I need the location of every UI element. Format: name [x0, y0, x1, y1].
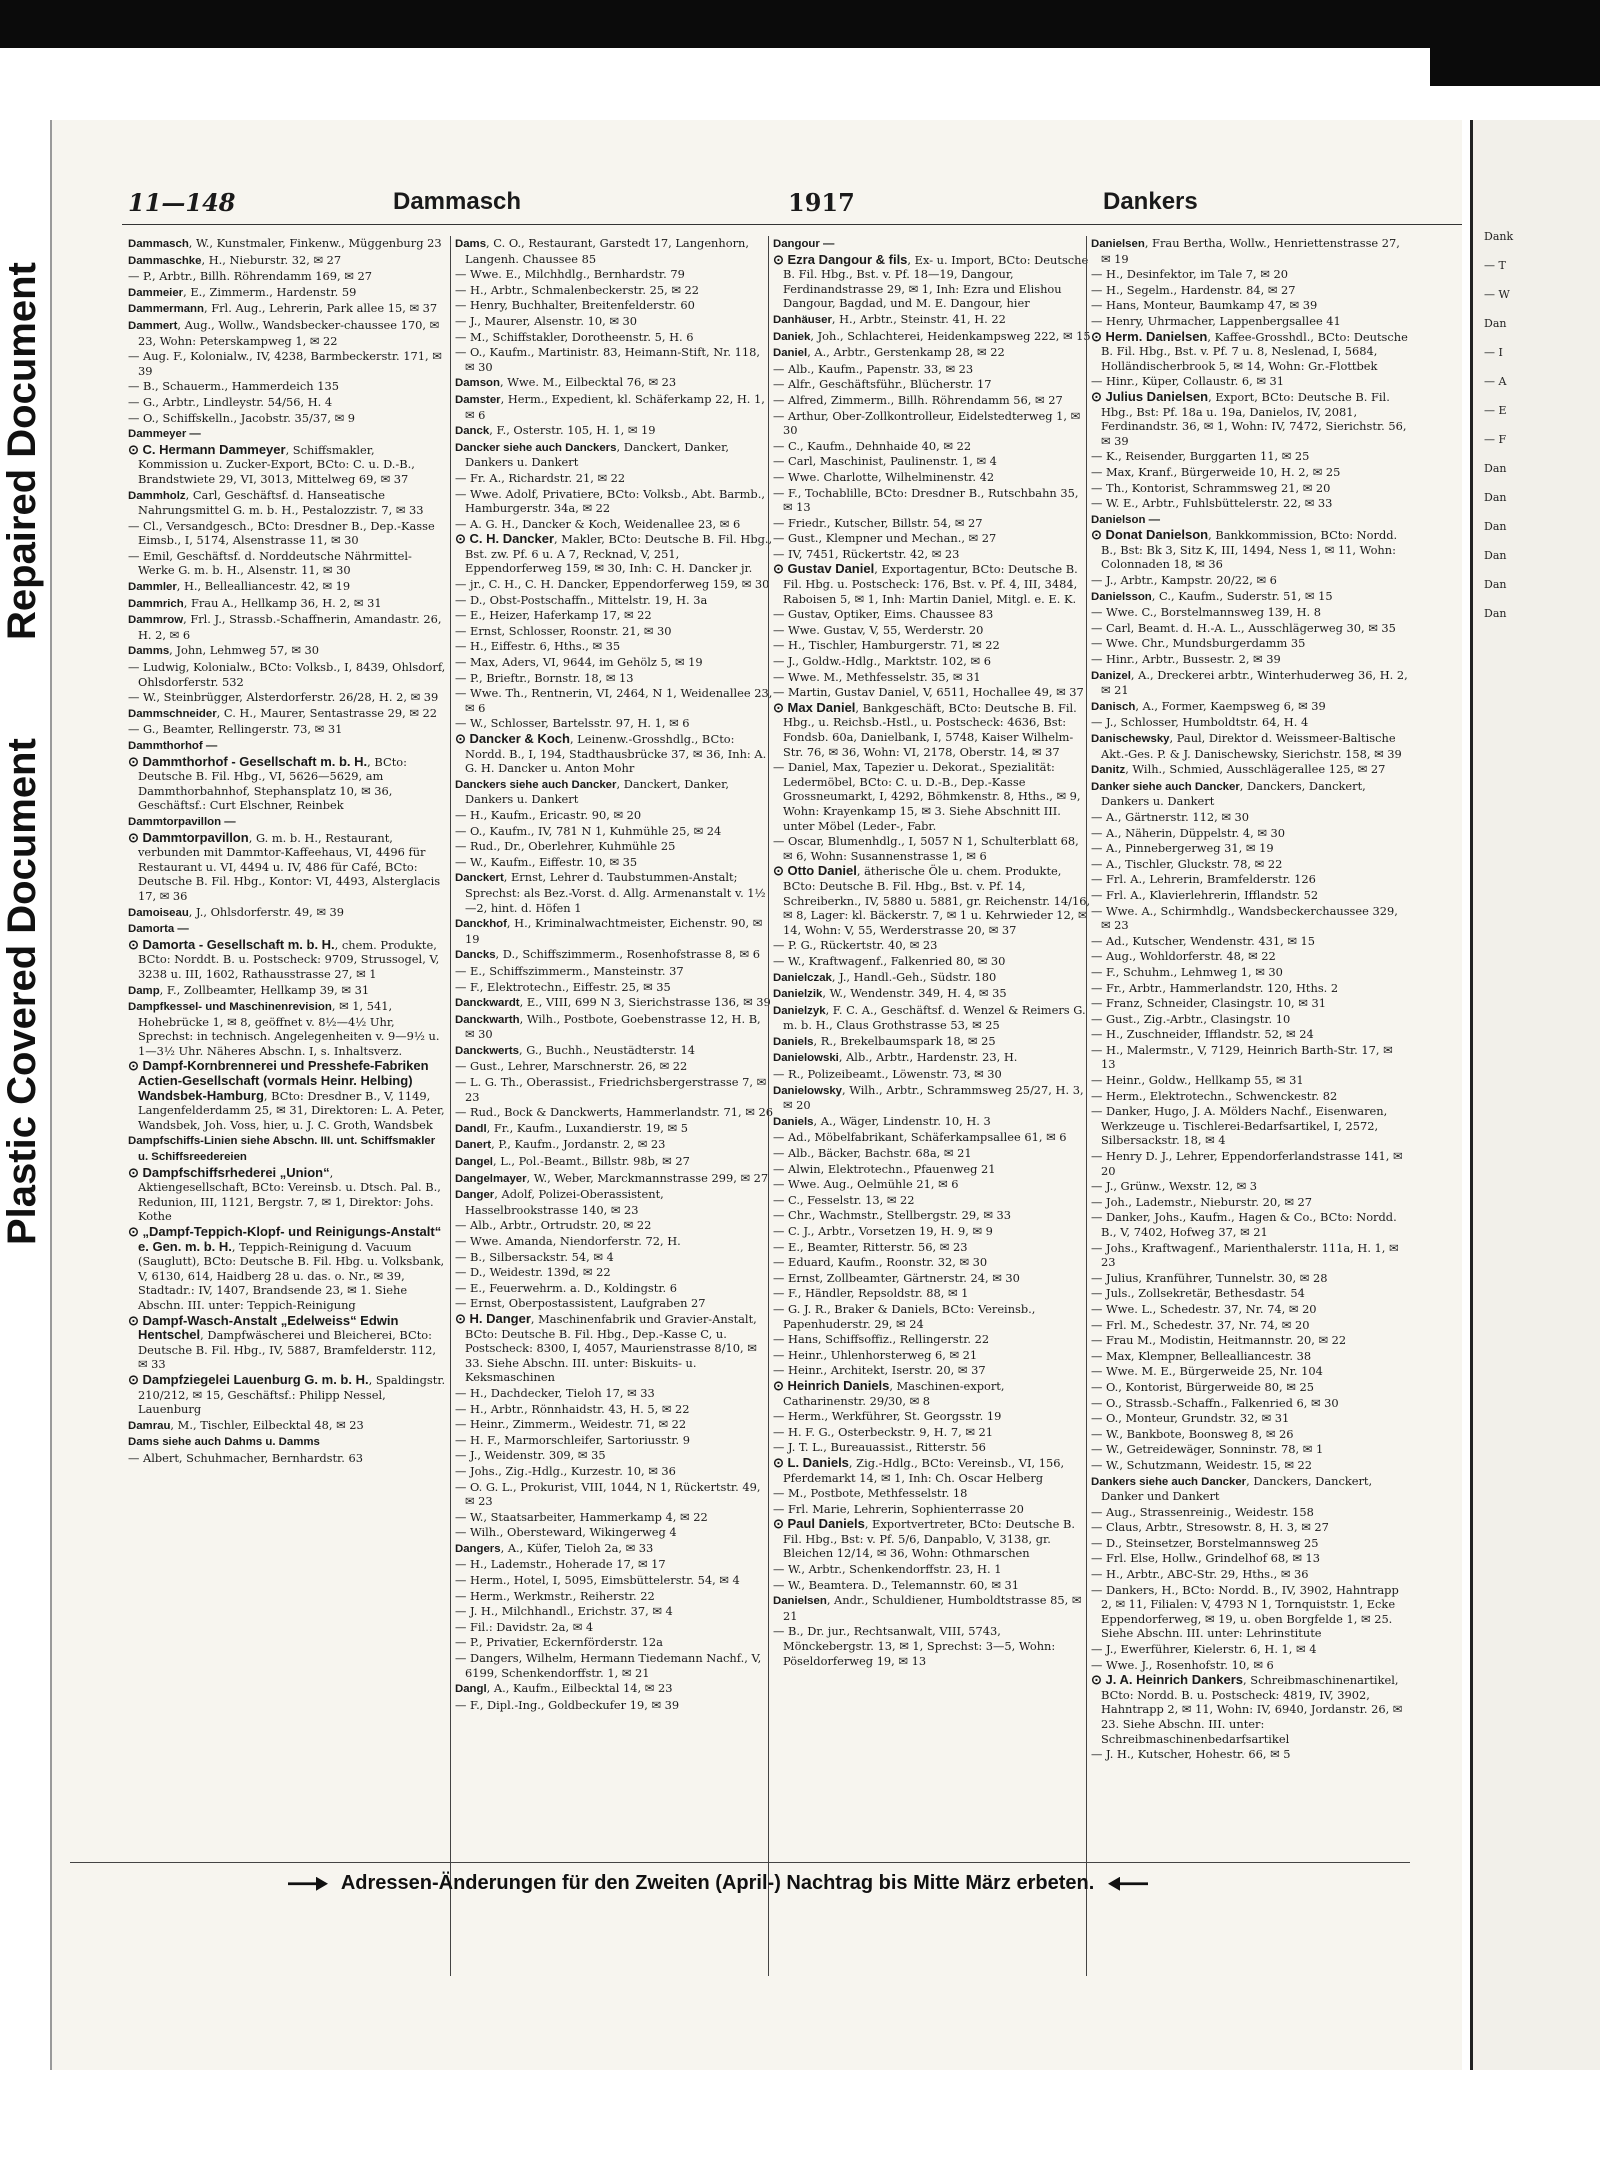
directory-entry: — O., Kontorist, Bürgerweide 80, ✉ 25 — [1091, 1379, 1314, 1394]
directory-entry: ⊙ „Dampf-Teppich-Klopf- und Reinigungs-Anstalt“ e. Gen. m. b. H., Teppich-Reinigung d. Vacuum (Sauglutt), BCto: Deutsche B. Fil. Hbg. u. Volksbank, V, 6130, 614, Haidberg 28 u. das. o. Nr., ✉ 39, Stadtadr.: IV, 1407, Brandsende 23, ✉ 1. Siehe Abschn. III. unter: Teppich-Reinigung — [128, 1224, 445, 1312]
directory-entry: — Rud., Dr., Oberlehrer, Kuhmühle 25 — [455, 839, 676, 854]
directory-entry: Dancker siehe auch Danckers, Danckert, Danker, Dankers u. Dankert — [455, 439, 729, 470]
directory-entry: ⊙ Damorta - Gesellschaft m. b. H., chem. Produkte, BCto: Norddt. B. u. Postscheck: 9709, Strussogel, V, 3238 u. III, 1602, Rathausstrasse 27, ✉ 1 — [128, 936, 440, 981]
directory-entry: — Herm., Werkführer, St. Georgsstr. 19 — [773, 1409, 1002, 1424]
directory-entry: — C., Fesselstr. 13, ✉ 22 — [773, 1192, 915, 1207]
directory-entry: Danckers siehe auch Dancker, Danckert, Danker, Dankers u. Dankert — [455, 776, 729, 807]
directory-entry: — Dangers, Wilhelm, Hermann Tiedemann Nachf., V, 6199, Schenkendorffstr. 1, ✉ 21 — [455, 1651, 762, 1680]
directory-entry: — P. G., Rückertstr. 40, ✉ 23 — [773, 938, 938, 953]
directory-entry: — W., Getreidewäger, Sonninstr. 78, ✉ 1 — [1091, 1442, 1324, 1457]
directory-entry: Damorta — — [128, 923, 189, 936]
directory-entry: — Cl., Versandgesch., BCto: Dresdner B., Dep.-Kasse Eimsb., I, 5174, Alsenstrasse 11, ✉ 30 — [128, 518, 435, 548]
directory-entry: — O., Kaufm., IV, 781 N 1, Kuhmühle 25, ✉ 24 — [455, 823, 722, 838]
directory-entry: — C. J., Arbtr., Vorsetzen 19, H. 9, ✉ 9 — [773, 1224, 993, 1238]
directory-entry: — H., Zuschneider, Ifflandstr. 52, ✉ 24 — [1091, 1027, 1314, 1042]
directory-entry: — Ernst, Oberpostassistent, Laufgraben 27 — [455, 1296, 706, 1311]
directory-entry: — Heinr., Uhlenhorsterweg 6, ✉ 21 — [773, 1347, 978, 1362]
strip-entry: Dan — [1484, 549, 1507, 562]
directory-entry: Dampfschiffs-Linien siehe Abschn. III. unt. Schiffsmakler u. Schiffsreedereien — [128, 1135, 436, 1164]
directory-entry: Damms, John, Lehmweg 57, ✉ 30 — [128, 643, 319, 658]
directory-entry: ⊙ L. Daniels, Zig.-Hdlg., BCto: Vereinsb., VI, 156, Pferdemarkt 14, ✉ 1, Inh: Ch. Oscar Helberg — [773, 1454, 1065, 1485]
directory-entry: — Eduard, Kaufm., Roonstr. 32, ✉ 30 — [773, 1255, 988, 1270]
directory-entry: — jr., C. H., C. H. Dancker, Eppendorferweg 159, ✉ 30 — [455, 577, 770, 592]
directory-entry: — J., Ewerführer, Kielerstr. 6, H. 1, ✉ 4 — [1091, 1642, 1317, 1657]
column-3 — [768, 236, 1091, 1976]
directory-entry: ⊙ Dammthorhof - Gesellschaft m. b. H., BCto: Deutsche B. Fil. Hbg., VI, 5626—5629, am Dammthorbahnhof, Stephansplatz 10, ✉ 36, Geschäftsf.: Curt Elschner, Reinbek — [128, 753, 407, 813]
directory-entry: Danitz, Wilh., Schmied, Ausschlägerallee 125, ✉ 27 — [1091, 762, 1386, 777]
directory-entry: Dammschneider, C. H., Maurer, Sentastrasse 29, ✉ 22 — [128, 705, 437, 720]
directory-entry: — H., Kaufm., Ericastr. 90, ✉ 20 — [455, 807, 642, 822]
directory-entry: — A., Näherin, Düppelstr. 4, ✉ 30 — [1091, 825, 1286, 840]
directory-entry: — F., Tochablille, BCto: Dresdner B., Rutschbahn 35, ✉ 13 — [773, 485, 1079, 515]
directory-entry: — Fil.: Davidstr. 2a, ✉ 4 — [455, 1619, 594, 1634]
directory-entry: Dangers, A., Küfer, Tieloh 2a, ✉ 33 — [455, 1540, 654, 1555]
page-number: 11—148 — [128, 188, 236, 217]
header-first-word: Dammasch — [393, 188, 522, 215]
directory-entry: Daniels, A., Wäger, Lindenstr. 10, H. 3 — [773, 1113, 991, 1128]
directory-entry: — Wwe. L., Schedestr. 37, Nr. 74, ✉ 20 — [1091, 1301, 1317, 1316]
directory-entry: Danielson — — [1091, 513, 1160, 526]
directory-entry: Danckwardt, E., VIII, 699 N 3, Sierichstrasse 136, ✉ 39 — [455, 995, 771, 1010]
directory-entry: ⊙ C. Hermann Dammeyer, Schiffsmakler, Kommission u. Zucker-Export, BCto: C. u. D.-B., Brandstwiete 29, VI, 3013, Mittelweg 69, ✉ 37 — [128, 441, 415, 486]
directory-entry: ⊙ Otto Daniel, ätherische Öle u. chem. Produkte, BCto: Deutsche B. Fil. Hbg., Bst. v. Pf. 14, Schreiberkn., IV, 5880 u. 5881, gr. Reichenstr. 14/16, ✉ 8, Lager: kl. Bäckerstr. 7, ✉ 1 u. Kehrwieder 12, ✉ 14, Wohn: V, 55, Werderstrasse 20, ✉ 37 — [773, 863, 1091, 937]
directory-entry: ⊙ Ezra Dangour & fils, Ex- u. Import, BCto: Deutsche B. Fil. Hbg., Bst. v. Pf. 18—19, Dangour, Ferdinandstrasse 29, ✉ 1, Inh: Ezra und Elishou Dangour, Bagdad, und M. E. Dangour, hier — [773, 251, 1089, 311]
directory-entry: — Max, Aders, VI, 9644, im Gehölz 5, ✉ 19 — [455, 655, 703, 670]
directory-entry: — Gust., Lehrer, Marschnerstr. 26, ✉ 22 — [455, 1059, 688, 1074]
directory-entry: — J. H., Milchhandl., Erichstr. 37, ✉ 4 — [455, 1604, 673, 1619]
directory-entry: Dangl, A., Kaufm., Eilbecktal 14, ✉ 23 — [455, 1681, 673, 1696]
directory-entry: — H., Segelm., Hardenstr. 84, ✉ 27 — [1091, 282, 1296, 297]
directory-entry: — Danker, Hugo, J. A. Mölders Nachf., Eisenwaren, Werkzeuge u. Tischlerei-Bedarfsartikel, I, 2572, Silbersackstr. 18, ✉ 4 — [1091, 1104, 1388, 1148]
directory-entry: — Wwe. J., Rosenhofstr. 10, ✉ 6 — [1091, 1657, 1274, 1672]
directory-entry: ⊙ Julius Danielsen, Export, BCto: Deutsche B. Fil. Hbg., Bst: Pf. 18a u. 19a, Danielos, IV, 2081, Ferdinandstr. 36, ✉ 1, Wohn: IV, 7472, Sierichstr. 56, ✉ 39 — [1091, 388, 1407, 448]
directory-entry: — H., Lademstr., Hoherade 17, ✉ 17 — [455, 1557, 666, 1572]
directory-entry: — J., Weidenstr. 309, ✉ 35 — [455, 1448, 606, 1463]
directory-entry: — G., Arbtr., Lindleystr. 54/56, H. 4 — [128, 394, 333, 409]
header-rule — [122, 224, 1462, 225]
directory-entry: Danielzik, W., Wendenstr. 349, H. 4, ✉ 35 — [773, 986, 1007, 1001]
directory-entry: — H., Arbtr., Rönnhaidstr. 43, H. 5, ✉ 22 — [455, 1401, 690, 1416]
column-2 — [450, 236, 773, 1976]
directory-entry: — L. G. Th., Oberassist., Friedrichsbergerstrasse 7, ✉ 23 — [455, 1075, 767, 1104]
directory-entry: — Th., Kontorist, Schrammsweg 21, ✉ 20 — [1091, 480, 1331, 495]
directory-entry: — J., Maurer, Alsenstr. 10, ✉ 30 — [455, 313, 638, 328]
header-year: 1917 — [788, 188, 855, 217]
directory-entry: Daniek, Joh., Schlachterei, Heidenkampsweg 222, ✉ 15 — [773, 328, 1091, 343]
directory-entry: — Frl. A., Klavierlehrerin, Ifflandstr. 52 — [1091, 887, 1319, 902]
directory-entry: Daniels, R., Brekelbaumspark 18, ✉ 25 — [773, 1033, 996, 1048]
directory-entry: — Heinr., Architekt, Iserstr. 20, ✉ 37 — [773, 1363, 986, 1378]
directory-entry: — H. F. G., Osterbeckstr. 9, H. 7, ✉ 21 — [773, 1424, 994, 1439]
directory-entry: — W., Steinbrügger, Alsterdorferstr. 26/28, H. 2, ✉ 39 — [128, 690, 439, 705]
directory-entry: — J. T. L., Bureauassist., Ritterstr. 56 — [773, 1440, 986, 1455]
directory-entry: — Dankers, H., BCto: Nordd. B., IV, 3902, Hahntrapp 2, ✉ 11, Filialen: V, 4793 N 1, Tornquiststr. 1, Ecke Eppendorferweg, ✉ 19, u. oben Borgfelde 1, ✉ 25. Siehe Abschn. III. unter: Lehrinstitute — [1091, 1582, 1399, 1641]
directory-entry: Dammeier, E., Zimmerm., Hardenstr. 59 — [128, 284, 357, 299]
directory-entry: — G. J. R., Braker & Daniels, BCto: Vereinsb., Papenhuderstr. 29, ✉ 24 — [773, 1301, 1036, 1331]
directory-entry: — Aug. F., Kolonialw., IV, 4238, Barmbeckerstr. 171, ✉ 39 — [128, 349, 442, 378]
directory-entry: ⊙ C. H. Dancker, Makler, BCto: Deutsche B. Fil. Hbg., Bst. zw. Pf. 6 u. A 7, Recknad, V, 251, Eppendorferweg 159, ✉ 30, Inh: C. H. Dancker jr. — [455, 531, 773, 576]
column-1 — [128, 236, 446, 1976]
directory-entry: — B., Dr. jur., Rechtsanwalt, VIII, 5743, Mönckebergstr. 13, ✉ 1, Sprechst: 3—5, Wohn: Pöseldorferweg 19, ✉ 13 — [773, 1624, 1056, 1668]
strip-entry: Dan — [1484, 491, 1507, 504]
directory-entry: — Wilh., Obersteward, Wikingerweg 4 — [455, 1525, 677, 1540]
directory-entry: — Carl, Maschinist, Paulinenstr. 1, ✉ 4 — [773, 454, 997, 469]
directory-entry: — O., Monteur, Grundstr. 32, ✉ 31 — [1091, 1411, 1290, 1426]
directory-entry: — Wwe. E., Milchhdlg., Bernhardstr. 79 — [455, 267, 685, 282]
strip-entry: Dan — [1484, 317, 1507, 330]
directory-entry: Danielowski, Alb., Arbtr., Hardenstr. 23, H. — [773, 1050, 1018, 1065]
directory-entry: — Rud., Bock & Danckwerts, Hammerlandstr. 71, ✉ 26 — [455, 1105, 773, 1120]
directory-entry: — Johs., Zig.-Hdlg., Kurzestr. 10, ✉ 36 — [455, 1463, 676, 1478]
directory-entry: — F., Dipl.-Ing., Goldbeckufer 19, ✉ 39 — [455, 1697, 680, 1712]
directory-entry: — Alb., Bäcker, Bachstr. 68a, ✉ 21 — [773, 1146, 972, 1161]
directory-entry: Danert, P., Kaufm., Jordanstr. 2, ✉ 23 — [455, 1137, 666, 1152]
directory-entry: — F., Schuhm., Lehmweg 1, ✉ 30 — [1091, 964, 1283, 979]
directory-entry: ⊙ Dampf-Wasch-Anstalt „Edelweiss“ Edwin Hentschel, Dampfwäscherei und Bleicherei, BCto: Deutsche B. Fil. Hbg., IV, 5887, Bramfelderstr. 112, ✉ 33 — [128, 1312, 437, 1372]
directory-entry: — Emil, Geschäftsf. d. Norddeutsche Nährmittel-Werke G. m. b. H., Alsenstr. 11, ✉ 30 — [128, 548, 412, 578]
directory-entry: — W., Schlosser, Bartelsstr. 97, H. 1, ✉ 6 — [455, 716, 690, 731]
directory-entry: — Henry D. J., Lehrer, Eppendorferlandstrasse 141, ✉ 20 — [1091, 1149, 1403, 1178]
directory-entry: Danizel, A., Dreckerei arbtr., Winterhuderweg 36, H. 2, ✉ 21 — [1091, 667, 1408, 698]
directory-entry: — H., Desinfektor, im Tale 7, ✉ 20 — [1091, 267, 1288, 282]
page-header — [128, 188, 1458, 228]
directory-entry: ⊙ J. A. Heinrich Dankers, Schreibmaschinenartikel, BCto: Nordd. B. u. Postscheck: 4819, IV, 3902, Hahntrapp 2, ✉ 11, Wohn: IV, 6940, Jordanstr. 26, ✉ 23. Siehe Abschn. III. unter: Schreibmaschinenbedarfsartikel — [1091, 1672, 1403, 1746]
strip-entry: — T — [1484, 259, 1506, 272]
directory-entry: Dancks, D., Schiffszimmerm., Rosenhofstrasse 8, ✉ 6 — [455, 947, 760, 962]
directory-entry: — Frl. Else, Hollw., Grindelhof 68, ✉ 13 — [1091, 1551, 1320, 1566]
directory-entry: — Ad., Möbelfabrikant, Schäferkampsallee 61, ✉ 6 — [773, 1130, 1067, 1145]
strip-entry: Dan — [1484, 607, 1507, 620]
directory-entry: — Hans, Monteur, Baumkamp 47, ✉ 39 — [1091, 298, 1318, 313]
directory-entry: — Max, Kranf., Bürgerweide 10, H. 2, ✉ 25 — [1091, 464, 1341, 479]
directory-entry: — Wwe. Chr., Mundsburgerdamm 35 — [1091, 636, 1306, 651]
directory-entry: ⊙ Dampfschiffsrhederei „Union“, Aktiengesellschaft, BCto: Vereinsb. u. Dtsch. Pal. B., Redunion, III, 1121, Bergstr. 7, ✉ 1, Direktor: Johs. Kothe — [128, 1164, 441, 1224]
directory-entry: ⊙ Heinrich Daniels, Maschinen-export, Catharinenstr. 29/30, ✉ 8 — [773, 1377, 1005, 1408]
directory-entry: Danielsson, C., Kaufm., Suderstr. 51, ✉ 15 — [1091, 588, 1333, 603]
directory-entry: Dammtorpavillon — — [128, 815, 236, 828]
directory-entry: — Herm., Werkmstr., Reiherstr. 22 — [455, 1588, 655, 1603]
directory-entry: — H., Dachdecker, Tieloh 17, ✉ 33 — [455, 1385, 655, 1400]
directory-entry: — Ernst, Schlosser, Roonstr. 21, ✉ 30 — [455, 623, 672, 638]
footer-notice — [280, 1872, 1156, 1895]
directory-entry: — Chr., Wachmstr., Stellbergstr. 29, ✉ 33 — [773, 1208, 1012, 1223]
directory-entry: ⊙ Dampfziegelei Lauenburg G. m. b. H., Spaldingstr. 210/212, ✉ 15, Geschäftsf.: Philipp Nessel, Lauenburg — [128, 1371, 446, 1417]
next-page-strip — [1484, 230, 1594, 636]
directory-entry: — O., Strassb.-Schaffn., Falkenried 6, ✉ 30 — [1091, 1395, 1339, 1410]
directory-entry: — Frl. A., Lehrerin, Bramfelderstr. 126 — [1091, 872, 1316, 887]
directory-entry: — Ernst, Zollbeamter, Gärtnerstr. 24, ✉ 30 — [773, 1270, 1020, 1285]
directory-entry: Dammholz, Carl, Geschäftsf. d. Hanseatische Nahrungsmittel G. m. b. H., Pestalozzistr. 7, ✉ 33 — [128, 487, 424, 518]
directory-entry: — Herm., Hotel, I, 5095, Eimsbüttelerstr. 54, ✉ 4 — [455, 1573, 740, 1588]
footer-rule — [70, 1862, 1410, 1863]
directory-entry: — Alwin, Elektrotechn., Pfauenweg 21 — [773, 1161, 996, 1176]
directory-entry: — A., Tischler, Gluckstr. 78, ✉ 22 — [1091, 856, 1283, 871]
directory-entry: — W., Kaufm., Eiffestr. 10, ✉ 35 — [455, 854, 638, 869]
directory-entry: — Oscar, Blumenhdlg., I, 5057 N 1, Schulterblatt 68, ✉ 6, Wohn: Susannenstrasse 1, ✉ 6 — [773, 834, 1079, 863]
directory-entry: — Alfr., Geschäftsführ., Blücherstr. 17 — [773, 377, 992, 392]
directory-entry: — Wwe. Th., Rentnerin, VI, 2464, N 1, Weidenallee 23, ✉ 6 — [455, 686, 773, 715]
directory-entry: — C., Kaufm., Dehnhaide 40, ✉ 22 — [773, 438, 972, 453]
directory-entry: — Franz, Schneider, Clasingstr. 10, ✉ 31 — [1091, 996, 1326, 1011]
directory-entry: — K., Reisender, Burggarten 11, ✉ 25 — [1091, 449, 1310, 464]
directory-entry: — O., Kaufm., Martinistr. 83, Heimann-Stift, Nr. 118, ✉ 30 — [455, 345, 761, 374]
directory-entry: — E., Schiffszimmerm., Mansteinstr. 37 — [455, 963, 684, 978]
directory-entry: — Martin, Gustav Daniel, V, 6511, Hochallee 49, ✉ 37 — [773, 685, 1084, 700]
directory-entry: — M., Postbote, Methfesselstr. 18 — [773, 1486, 968, 1501]
directory-entry: Dams, C. O., Restaurant, Garstedt 17, Langenhorn, Langenh. Chaussee 85 — [455, 236, 749, 266]
side-label-plastic: Plastic Covered Document — [0, 738, 44, 1245]
directory-entry: — Henry, Buchhalter, Breitenfelderstr. 60 — [455, 298, 695, 313]
directory-entry: — Henry, Uhrmacher, Lappenbergsallee 41 — [1091, 313, 1341, 328]
directory-entry: ⊙ Max Daniel, Bankgeschäft, BCto: Deutsche B. Fil. Hbg., u. Reichsb.-Hstl., u. Postscheck: 4636, Bst: Fondsb. 60a, Danielbank, I, 5748, Kaiser Wilhelm-Str. 76, ✉ 36, Wohn: VI, 2178, Oberstr. 14, ✉ 37 — [773, 699, 1077, 759]
strip-entry: Dank — [1484, 230, 1514, 243]
directory-entry: — W. E., Arbtr., Fuhlsbüttelerstr. 22, ✉ 33 — [1091, 496, 1333, 511]
directory-entry: — Ad., Kutscher, Wendenstr. 431, ✉ 15 — [1091, 933, 1316, 948]
directory-entry: Dams siehe auch Dahms u. Damms — [128, 1436, 320, 1449]
directory-entry: Danielowsky, Wilh., Arbtr., Schrammsweg 25/27, H. 3, ✉ 20 — [773, 1082, 1084, 1113]
directory-entry: — P., Arbtr., Billh. Röhrendamm 169, ✉ 27 — [128, 269, 372, 284]
directory-entry: — IV, 7451, Rückertstr. 42, ✉ 23 — [773, 546, 960, 561]
pointing-hand-icon-right — [1108, 1877, 1148, 1891]
directory-entry: — Ludwig, Kolonialw., BCto: Volksb., I, 8439, Ohlsdorf, Ohlsdorferstr. 532 — [128, 660, 446, 689]
directory-entry: Danck, F., Osterstr. 105, H. 1, ✉ 19 — [455, 423, 656, 438]
directory-entry: — Fr. A., Richardstr. 21, ✉ 22 — [455, 470, 626, 485]
directory-entry: — Wwe. M., Methfesselstr. 35, ✉ 31 — [773, 669, 981, 684]
directory-entry: Dammrich, Frau A., Hellkamp 36, H. 2, ✉ 31 — [128, 595, 382, 610]
directory-entry: — Hans, Schiffsoffiz., Rellingerstr. 22 — [773, 1332, 990, 1347]
directory-entry: — Herm., Elektrotechn., Schwenckestr. 82 — [1091, 1088, 1338, 1103]
directory-entry: — Wwe. Adolf, Privatiere, BCto: Volksb., Abt. Barmb., Hamburgerstr. 34a, ✉ 22 — [455, 486, 765, 516]
directory-entry: — J., Goldw.-Hdlg., Marktstr. 102, ✉ 6 — [773, 654, 991, 669]
directory-entry: — Alb., Arbtr., Ortrudstr. 20, ✉ 22 — [455, 1218, 652, 1233]
directory-entry: — W., Kraftwagenf., Falkenried 80, ✉ 30 — [773, 953, 1006, 968]
directory-entry: — Daniel, Max, Tapezier u. Dekorat., Spezialität: Ledermöbel, BCto: C. u. D.-B., Dep.-Kasse Grossneumarkt, I, 4292, Böhmkenstr. 8, Hths., ✉ 9, Wohn: Krayenkamp 15, ✉ 3. Siehe Abschnitt III. unter Möbel (Leder-, Fabr. — [773, 760, 1081, 833]
directory-entry: — G., Beamter, Rellingerstr. 73, ✉ 31 — [128, 722, 343, 737]
directory-entry: Danielsen, Andr., Schuldiener, Humboldtstrasse 85, ✉ 21 — [773, 1593, 1082, 1623]
directory-entry: — Wwe. M. E., Bürgerweide 25, Nr. 104 — [1091, 1364, 1323, 1379]
header-last-word: Dankers — [1103, 188, 1198, 215]
directory-entry: — F., Händler, Repsoldstr. 88, ✉ 1 — [773, 1286, 969, 1301]
strip-entry: Dan — [1484, 462, 1507, 475]
entry-columns — [128, 228, 1463, 1988]
directory-entry: — D., Obst-Postschaffn., Mittelstr. 19, H. 3a — [455, 592, 708, 607]
strip-entry: — W — [1484, 288, 1510, 301]
directory-entry: Danckert, Ernst, Lehrer d. Taubstummen-Anstalt; Sprechst: als Bez.-Vorst. d. Allg. Armenanstalt v. 1½—2, hint. d. Höfen 1 — [455, 870, 766, 915]
directory-entry: Danielsen, Frau Bertha, Wollw., Henriettenstrasse 27, ✉ 19 — [1091, 236, 1400, 266]
directory-entry: Damoiseau, J., Ohlsdorferstr. 49, ✉ 39 — [128, 904, 344, 919]
strip-entry: Dan — [1484, 520, 1507, 533]
directory-entry: — Claus, Arbtr., Stresowstr. 8, H. 3, ✉ 27 — [1091, 1520, 1329, 1535]
directory-entry: Dangour — — [773, 238, 835, 250]
directory-entry: — D., Steinsetzer, Borstelmannsweg 25 — [1091, 1535, 1319, 1550]
directory-entry: ⊙ Dampf-Kornbrennerei und Presshefe-Fabriken Actien-Gesellschaft (vormals Heinr. Helbing) Wandsbek-Hamburg, BCto: Dresdner B., V, 1149, Langenfelderdamm 25, ✉ 31, Direktoren: L. A. Peter, Wandsbek, Joh. Voss, hier, u. J. C. Groth, Wandsbek — [128, 1058, 445, 1132]
directory-entry: ⊙ Dancker & Koch, Leinenw.-Grosshdlg., BCto: Nordd. B., I, 194, Stadthausbrücke 37, ✉ 36, Inh: A. G. H. Dancker u. Anton Mohr — [455, 731, 767, 776]
directory-entry: Danielczak, J., Handl.-Geh., Südstr. 180 — [773, 969, 997, 984]
directory-entry: — P., Brieftr., Bornstr. 18, ✉ 13 — [455, 670, 634, 685]
column-4 — [1086, 236, 1409, 1976]
directory-entry: — Juls., Zollsekretär, Bethesdastr. 54 — [1091, 1286, 1305, 1301]
directory-entry: — H., Eiffestr. 6, Hths., ✉ 35 — [455, 639, 621, 654]
scan-border-top — [0, 0, 1600, 48]
directory-entry: ⊙ Donat Danielson, Bankkommission, BCto: Nordd. B., Bst: Bk 3, Sitz K, III, 1494, Ness 1, ✉ 11, Wohn: Colonnaden 18, ✉ 36 — [1091, 527, 1398, 572]
directory-entry: Dangel, L., Pol.-Beamt., Billstr. 98b, ✉ 27 — [455, 1154, 690, 1169]
strip-entry: — I — [1484, 346, 1503, 359]
directory-entry: ⊙ Dammtorpavillon, G. m. b. H., Restaurant, verbunden mit Dammtor-Kaffeehaus, VI, 4496 für Restaurant u. VI, 4494 u. IV, 486 für Café, BCto: Deutsche B. Fil. Hbg., Kontor: VI, 4493, Alsterglacis 17, ✉ 36 — [128, 829, 441, 903]
directory-entry: — A., Gärtnerstr. 112, ✉ 30 — [1091, 809, 1250, 824]
directory-entry: — M., Schiffstakler, Dorotheenstr. 5, H. 6 — [455, 329, 694, 344]
directory-entry: Danischewsky, Paul, Direktor d. Weissmeer-Baltische Akt.-Ges. P. & J. Danischewsky, Sierichstr. 158, ✉ 39 — [1091, 731, 1402, 761]
directory-entry: Dammrow, Frl. J., Strassb.-Schaffnerin, Amandastr. 26, H. 2, ✉ 6 — [128, 612, 442, 642]
strip-entry: — F — [1484, 433, 1507, 446]
directory-entry: — B., Schauerm., Hammerdeich 135 — [128, 379, 340, 394]
strip-entry: Dan — [1484, 578, 1507, 591]
directory-entry: — Alb., Kaufm., Papenstr. 33, ✉ 23 — [773, 361, 974, 376]
directory-entry: — Johs., Kraftwagenf., Marienthalerstr. 111a, H. 1, ✉ 23 — [1091, 1240, 1399, 1270]
directory-entry: — Wwe. Charlotte, Wilhelminenstr. 42 — [773, 469, 995, 484]
directory-entry: Damster, Herm., Expedient, kl. Schäferkamp 22, H. 1, ✉ 6 — [455, 391, 765, 422]
directory-entry: — J., Grünw., Wexstr. 12, ✉ 3 — [1091, 1179, 1257, 1194]
directory-entry: — W., Bankbote, Boonsweg 8, ✉ 26 — [1091, 1426, 1294, 1441]
directory-entry: — Wwe. Amanda, Niendorferstr. 72, H. — [455, 1234, 681, 1248]
directory-entry: Danckwarth, Wilh., Postbote, Goebenstrasse 12, H. B, ✉ 30 — [455, 1011, 761, 1042]
directory-entry: Dammthorhof — — [128, 740, 218, 752]
directory-entry: Dammermann, Frl. Aug., Lehrerin, Park allee 15, ✉ 37 — [128, 301, 438, 316]
directory-entry: — H., Malermstr., V, 7129, Heinrich Barth-Str. 17, ✉ 13 — [1091, 1042, 1393, 1072]
directory-entry: Dampfkessel- und Maschinenrevision, ✉ 1, 541, Hohebrücke 1, ✉ 8, geöffnet v. 8½—4½ Uhr, Sprechst: in technisch. Angelegenheiten v. 9—9½ u. 1—3½ Uhr. Näheres Abschn. I, s. Inhaltsverz. — [128, 999, 440, 1058]
directory-entry: Danger, Adolf, Polizei-Oberassistent, Hasselbrookstrasse 140, ✉ 23 — [455, 1187, 664, 1217]
directory-entry: — H., Arbtr., ABC-Str. 29, Hths., ✉ 36 — [1091, 1567, 1309, 1582]
directory-entry: — Heinr., Goldw., Hellkamp 55, ✉ 31 — [1091, 1073, 1304, 1088]
directory-entry: — E., Feuerwehrm. a. D., Koldingstr. 6 — [455, 1280, 678, 1295]
directory-entry: — Wwe. A., Schirmhdlg., Wandsbeckerchaussee 329, ✉ 23 — [1091, 903, 1398, 933]
directory-entry: Dammasch, W., Kunstmaler, Finkenw., Müggenburg 23 — [128, 236, 442, 250]
directory-entry: — Gustav, Optiker, Eims. Chaussee 83 — [773, 607, 994, 622]
directory-entry: — H., Arbtr., Schmalenbeckerstr. 25, ✉ 22 — [455, 282, 699, 297]
pointing-hand-icon — [288, 1877, 328, 1891]
directory-entry: — Frau M., Modistin, Heitmannstr. 20, ✉ 22 — [1091, 1333, 1347, 1348]
directory-entry: ⊙ Paul Daniels, Exportvertreter, BCto: Deutsche B. Fil. Hbg., Bst: v. Pf. 5/6, Danpablo, V, 3138, gr. Bleichen 12/14, ✉ 36, Wohn: Othmarschen — [773, 1516, 1075, 1561]
directory-entry: — O. G. L., Prokurist, VIII, 1044, N 1, Rückertstr. 49, ✉ 23 — [455, 1479, 761, 1509]
directory-entry: Danckwerts, G., Buchh., Neustädterstr. 14 — [455, 1042, 696, 1057]
directory-entry: — Heinr., Zimmerm., Weidestr. 71, ✉ 22 — [455, 1417, 687, 1432]
directory-entry: — Wwe. Aug., Oelmühle 21, ✉ 6 — [773, 1177, 959, 1192]
directory-entry: Damson, Wwe. M., Eilbecktal 76, ✉ 23 — [455, 375, 677, 390]
directory-entry: — B., Silbersackstr. 54, ✉ 4 — [455, 1249, 614, 1264]
directory-entry: ⊙ Gustav Daniel, Exportagentur, BCto: Deutsche B. Fil. Hbg. u. Postscheck: 176, Bst. v. Pf. 4, III, 3484, Raboisen 5, ✉ 1, Inh: Martin Daniel, Mitgl. e. E. K. — [773, 561, 1078, 606]
directory-entry: — Danker, Johs., Kaufm., Hagen & Co., BCto: Nordd. B., V, 7402, Hofweg 37, ✉ 21 — [1091, 1210, 1397, 1239]
directory-entry: Dankers siehe auch Dancker, Danckers, Danckert, Danker und Dankert — [1091, 1473, 1373, 1504]
directory-page — [50, 120, 1462, 2070]
directory-entry: Damrau, M., Tischler, Eilbecktal 48, ✉ 23 — [128, 1417, 364, 1432]
directory-entry: — H., Tischler, Hamburgerstr. 71, ✉ 22 — [773, 638, 1000, 653]
directory-entry: — Arthur, Ober-Zollkontrolleur, Eidelstedterweg 1, ✉ 30 — [773, 408, 1081, 438]
footer-text: Adressen-Änderungen für den Zweiten (April-) Nachtrag bis Mitte März erbeten. — [340, 1872, 1095, 1894]
directory-entry: — W., Beamtera. D., Telemannstr. 60, ✉ 31 — [773, 1577, 1020, 1592]
directory-entry: — J., Arbtr., Kampstr. 20/22, ✉ 6 — [1091, 573, 1277, 588]
directory-entry: — Joh., Lademstr., Nieburstr. 20, ✉ 27 — [1091, 1194, 1312, 1209]
directory-entry: — Fr., Arbtr., Hammerlandstr. 120, Hths. 2 — [1091, 980, 1339, 995]
directory-entry: ⊙ H. Danger, Maschinenfabrik und Gravier-Anstalt, BCto: Deutsche B. Fil. Hbg., Dep.-Kasse C, u. Postscheck: 8300, I, 4057, Maurienstrasse 8/10, ✉ 33. Siehe Abschn. III. unter: Biskuits- u. Keksmaschinen — [455, 1310, 757, 1385]
directory-entry: Danckhof, H., Kriminalwachtmeister, Eichenstr. 90, ✉ 19 — [455, 916, 763, 946]
directory-entry: — F., Elektrotechn., Eiffestr. 25, ✉ 35 — [455, 979, 671, 994]
directory-entry: — Friedr., Kutscher, Billstr. 54, ✉ 27 — [773, 515, 983, 530]
side-label-repaired: Repaired Document — [0, 262, 44, 640]
directory-entry: — D., Weidestr. 139d, ✉ 22 — [455, 1265, 611, 1280]
directory-entry: — Wwe. C., Borstelmannsweg 139, H. 8 — [1091, 605, 1322, 620]
directory-entry: Danker siehe auch Dancker, Danckers, Danckert, Dankers u. Dankert — [1091, 778, 1366, 809]
directory-entry: Dammler, H., Bellealliancestr. 42, ✉ 19 — [128, 579, 351, 594]
directory-entry: — R., Polizeibeamt., Löwenstr. 73, ✉ 30 — [773, 1067, 1002, 1082]
directory-entry: — Albert, Schuhmacher, Bernhardstr. 63 — [128, 1450, 363, 1465]
directory-entry: — Frl. M., Schedestr. 37, Nr. 74, ✉ 20 — [1091, 1317, 1310, 1332]
directory-entry: — W., Schutzmann, Weidestr. 15, ✉ 22 — [1091, 1457, 1312, 1472]
directory-entry: — P., Privatier, Eckernförderstr. 12a — [455, 1635, 663, 1650]
directory-entry: — Carl, Beamt. d. H.-A. L., Ausschlägerweg 30, ✉ 35 — [1091, 620, 1396, 635]
directory-entry: Dammaschke, H., Nieburstr. 32, ✉ 27 — [128, 252, 342, 267]
directory-entry: — E., Heizer, Haferkamp 17, ✉ 22 — [455, 608, 652, 623]
directory-entry: — H. F., Marmorschleifer, Sartoriusstr. 9 — [455, 1432, 691, 1447]
directory-entry: — Gust., Klempner und Mechan., ✉ 27 — [773, 531, 997, 546]
directory-entry: — O., Schiffskelln., Jacobstr. 35/37, ✉ 9 — [128, 410, 355, 425]
directory-entry: — A., Pinnebergerweg 31, ✉ 19 — [1091, 841, 1274, 856]
directory-entry: — Hinr., Arbtr., Bussestr. 2, ✉ 39 — [1091, 652, 1281, 667]
scan-border-notch — [1430, 48, 1600, 86]
directory-entry: — W., Staatsarbeiter, Hammerkamp 4, ✉ 22 — [455, 1509, 708, 1524]
directory-entry: Danielzyk, F. C. A., Geschäftsf. d. Wenzel & Reimers G. m. b. H., Claus Grothstrasse 53, ✉ 25 — [773, 1002, 1086, 1033]
directory-entry: — E., Beamter, Ritterstr. 56, ✉ 23 — [773, 1239, 968, 1254]
directory-entry: Dandl, Fr., Kaufm., Luxandierstr. 19, ✉ 5 — [455, 1120, 688, 1135]
directory-entry: Dammert, Aug., Wollw., Wandsbecker-chaussee 170, ✉ 23, Wohn: Peterskampweg 1, ✉ 22 — [128, 317, 440, 348]
directory-entry: — A. G. H., Dancker & Koch, Weidenallee 23, ✉ 6 — [455, 516, 741, 531]
directory-entry: Danisch, A., Former, Kaempsweg 6, ✉ 39 — [1091, 698, 1326, 713]
directory-entry: — J. H., Kutscher, Hohestr. 66, ✉ 5 — [1091, 1747, 1291, 1762]
directory-entry: — Gust., Zig.-Arbtr., Clasingstr. 10 — [1091, 1011, 1291, 1026]
directory-entry: — Frl. Marie, Lehrerin, Sophienterrasse 20 — [773, 1501, 1024, 1516]
directory-entry: ⊙ Herm. Danielsen, Kaffee-Grosshdl., BCto: Deutsche B. Fil. Hbg., Bst. v. Pf. 7 u. 8, Neslenad, I, 5684, Holländischerbrook 5, ✉ 14, Wohn: Gr.-Flottbek — [1091, 328, 1408, 373]
directory-entry: Dammeyer — — [128, 428, 201, 441]
directory-entry: Daniel, A., Arbtr., Gerstenkamp 28, ✉ 22 — [773, 345, 1005, 360]
directory-entry: — Julius, Kranführer, Tunnelstr. 30, ✉ 28 — [1091, 1270, 1328, 1285]
directory-entry: — W., Arbtr., Schenkendorffstr. 23, H. 1 — [773, 1562, 1002, 1577]
directory-entry: Dangelmayer, W., Weber, Marckmannstrasse 299, ✉ 27 — [455, 1170, 769, 1185]
directory-entry: — Wwe. Gustav, V, 55, Werderstr. 20 — [773, 622, 984, 637]
directory-entry: Danhäuser, H., Arbtr., Steinstr. 41, H. 22 — [773, 311, 1006, 326]
directory-entry: — Alfred, Zimmerm., Billh. Röhrendamm 56, ✉ 27 — [773, 392, 1063, 407]
strip-entry: — A — [1484, 375, 1507, 388]
directory-entry: — Aug., Strassenreinig., Weidestr. 158 — [1091, 1504, 1314, 1519]
directory-entry: Damp, F., Zollbeamter, Hellkamp 39, ✉ 31 — [128, 982, 370, 997]
directory-entry: — Aug., Wohldorferstr. 48, ✉ 22 — [1091, 949, 1276, 964]
directory-entry: — Max, Klempner, Bellealliancestr. 38 — [1091, 1348, 1312, 1363]
strip-entry: — E — [1484, 404, 1507, 417]
directory-entry: — J., Schlosser, Humboldtstr. 64, H. 4 — [1091, 715, 1309, 730]
directory-entry: — Hinr., Küper, Collaustr. 6, ✉ 31 — [1091, 374, 1285, 389]
